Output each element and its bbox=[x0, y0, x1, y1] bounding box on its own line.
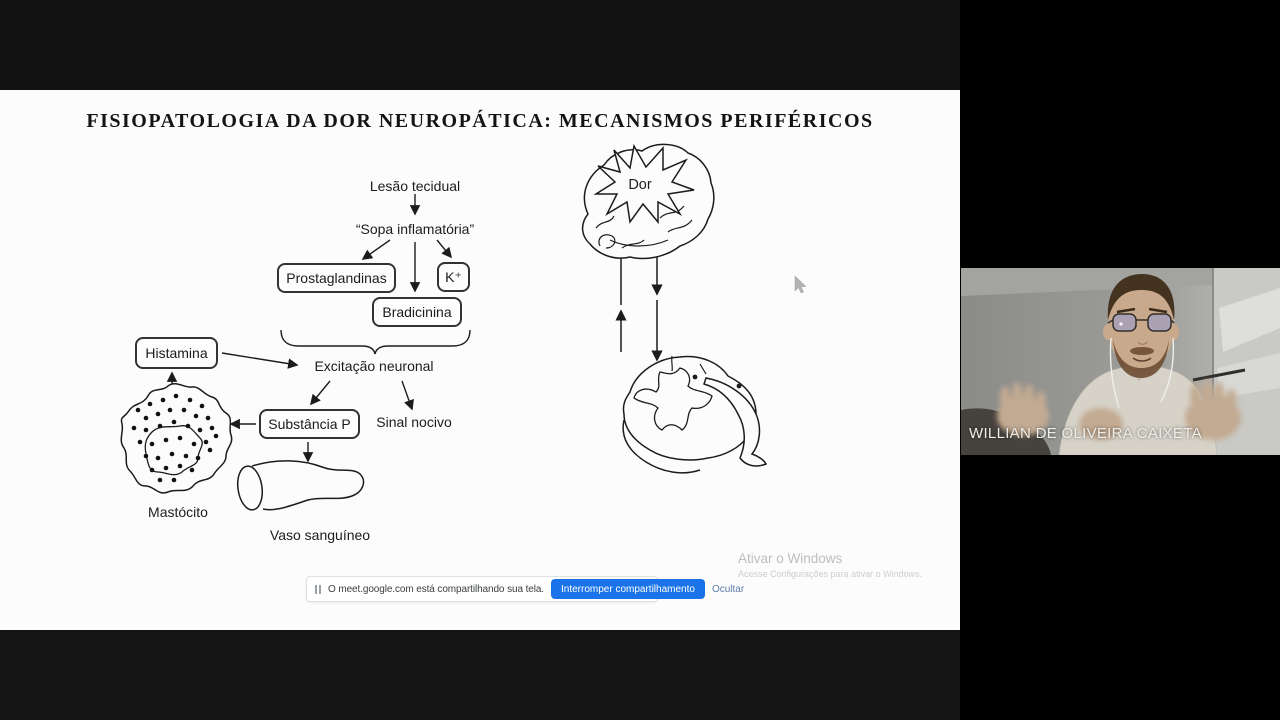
mouse-cursor bbox=[795, 276, 806, 293]
stop-sharing-button[interactable]: Interromper compartilhamento bbox=[551, 579, 705, 599]
participant-name-label: WILLIAN DE OLIVEIRA CAIXETA bbox=[969, 425, 1202, 442]
watermark-line2: Acesse Configurações para ativar o Windows. bbox=[738, 569, 923, 579]
slide-title: FISIOPATOLOGIA DA DOR NEUROPÁTICA: MECANISMOS PERIFÉRICOS bbox=[86, 110, 874, 132]
box-histamina: Histamina bbox=[135, 337, 218, 369]
box-substancia-p: Substância P bbox=[259, 409, 360, 439]
brace bbox=[281, 330, 470, 354]
bottom-letterbox-bar bbox=[0, 630, 960, 720]
label-excitacao-neuronal: Excitação neuronal bbox=[314, 358, 434, 374]
label-mastocito: Mastócito bbox=[148, 504, 208, 520]
box-potassio: K⁺ bbox=[437, 262, 470, 292]
spinal-cord-drawing bbox=[623, 356, 766, 473]
share-message: O meet.google.com está compartilhando sua tela. bbox=[328, 583, 544, 595]
mast-cell-drawing bbox=[121, 384, 231, 493]
label-sopa-inflamatoria: “Sopa inflamatória” bbox=[355, 221, 475, 237]
hide-share-bar-button[interactable]: Ocultar bbox=[711, 583, 745, 595]
label-vaso-sanguineo: Vaso sanguíneo bbox=[269, 527, 371, 543]
label-dor: Dor bbox=[628, 177, 652, 193]
top-letterbox-bar bbox=[0, 0, 960, 90]
screen-share-bar bbox=[306, 576, 745, 602]
box-bradicinina: Bradicinina bbox=[372, 297, 462, 327]
windows-activation-watermark bbox=[738, 551, 922, 579]
pause-icon bbox=[315, 585, 321, 594]
participant-video-tile[interactable] bbox=[961, 268, 1280, 455]
shared-presentation-slide bbox=[0, 90, 960, 630]
label-lesao-tecidual: Lesão tecidual bbox=[369, 178, 461, 194]
box-prostaglandinas: Prostaglandinas bbox=[277, 263, 396, 293]
label-sinal-nocivo: Sinal nocivo bbox=[376, 414, 452, 430]
blood-vessel-drawing bbox=[235, 461, 363, 512]
watermark-line1: Ativar o Windows bbox=[738, 551, 843, 566]
